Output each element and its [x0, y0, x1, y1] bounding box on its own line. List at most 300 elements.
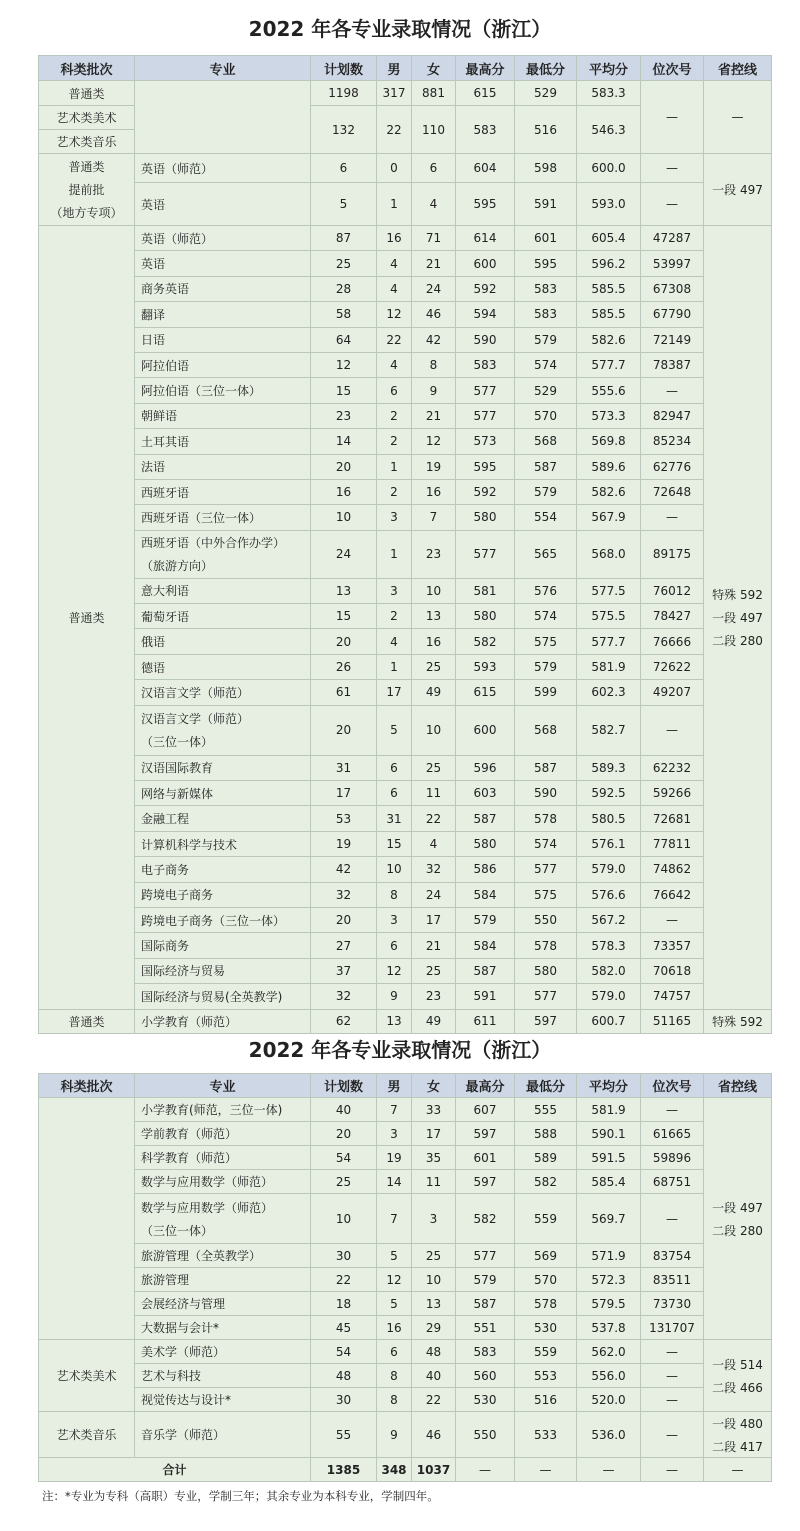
cell: 46 [412, 1412, 456, 1458]
cell: 9 [412, 378, 456, 403]
cell: 62 [311, 1009, 377, 1033]
cell: 3 [377, 505, 412, 530]
cell: 597 [515, 1009, 577, 1033]
cell: 597 [456, 1170, 515, 1194]
cell: 16 [412, 629, 456, 654]
cell: 587 [515, 454, 577, 479]
cell: 586 [456, 857, 515, 882]
cell: 10 [412, 578, 456, 603]
table-row [39, 907, 772, 932]
cell: 562.0 [577, 1340, 641, 1364]
major-cell: 商务英语 [135, 276, 311, 301]
cell: 15 [377, 831, 412, 856]
major-cell: 美术学（师范） [135, 1340, 311, 1364]
cell: 54 [311, 1340, 377, 1364]
cell: 537.8 [577, 1316, 641, 1340]
major-cell: 国际经济与贸易 [135, 958, 311, 983]
cell: 25 [412, 654, 456, 679]
cell: 62776 [641, 454, 704, 479]
cell: 317 [377, 81, 412, 106]
cell: 4 [377, 352, 412, 377]
cell: 72622 [641, 654, 704, 679]
major-line: （三位一体） [141, 735, 214, 750]
table-row [39, 1170, 772, 1194]
cell: 590 [515, 781, 577, 806]
cell: 578 [515, 933, 577, 958]
cell: 577 [456, 378, 515, 403]
category-cell: 普通类 [39, 81, 135, 106]
column-header: 省控线 [704, 56, 772, 81]
cell: 615 [456, 680, 515, 705]
cell: 13 [311, 578, 377, 603]
cell: 3 [412, 1194, 456, 1244]
cell: 78387 [641, 352, 704, 377]
cell: 83511 [641, 1268, 704, 1292]
cell: 12 [377, 302, 412, 327]
cell: 600.0 [577, 154, 641, 183]
table-row [39, 755, 772, 780]
control-line: 二段 417 [712, 1439, 763, 1454]
cell: 4 [377, 276, 412, 301]
cell: 21 [412, 933, 456, 958]
cell: 579.5 [577, 1292, 641, 1316]
cell: 24 [412, 882, 456, 907]
total-cell: 348 [377, 1458, 412, 1482]
cell: 4 [377, 251, 412, 276]
major-cell: 阿拉伯语 [135, 352, 311, 377]
cell: 29 [412, 1316, 456, 1340]
category-line: 提前批 [68, 183, 105, 197]
table-row [39, 1122, 772, 1146]
cell: 574 [515, 352, 577, 377]
major-cell: 旅游管理 [135, 1268, 311, 1292]
major-cell: 电子商务 [135, 857, 311, 882]
cell: 568 [515, 429, 577, 454]
cell: 16 [311, 479, 377, 504]
control-line: 一段 514 [712, 1357, 763, 1372]
cell: 23 [412, 984, 456, 1009]
header-row [39, 56, 772, 81]
cell: 598 [515, 154, 577, 183]
column-header: 最高分 [456, 56, 515, 81]
category-line: 普通类 [68, 160, 105, 174]
major-cell: 阿拉伯语（三位一体） [135, 378, 311, 403]
control-line-cell [704, 1340, 772, 1412]
cell: 583.3 [577, 81, 641, 106]
cell: 576 [515, 578, 577, 603]
table-row [39, 831, 772, 856]
cell: 599 [515, 680, 577, 705]
cell: 10 [412, 1268, 456, 1292]
category-cell: 普通类 [39, 1009, 135, 1033]
cell: 6 [377, 1340, 412, 1364]
cell: 592 [456, 479, 515, 504]
cell: 577 [456, 1244, 515, 1268]
table-row [39, 1316, 772, 1340]
cell: 577.5 [577, 578, 641, 603]
column-header: 科类批次 [39, 56, 135, 81]
cell: 592.5 [577, 781, 641, 806]
cell: 10 [311, 505, 377, 530]
cell: 46 [412, 302, 456, 327]
cell: 22 [311, 1268, 377, 1292]
cell: 14 [311, 429, 377, 454]
major-cell: 视觉传达与设计* [135, 1388, 311, 1412]
cell: 8 [412, 352, 456, 377]
cell: — [641, 378, 704, 403]
category-line: （地方专项） [50, 206, 123, 220]
rank-cell: — [641, 81, 704, 154]
cell: 578.3 [577, 933, 641, 958]
major-cell: 土耳其语 [135, 429, 311, 454]
table-row [39, 302, 772, 327]
table-row [39, 629, 772, 654]
cell: 615 [456, 81, 515, 106]
cell: 24 [311, 530, 377, 578]
cell: 4 [412, 831, 456, 856]
cell: 596 [456, 755, 515, 780]
column-header: 计划数 [311, 56, 377, 81]
cell: 584 [456, 933, 515, 958]
cell: 23 [311, 403, 377, 428]
cell: 567.2 [577, 907, 641, 932]
cell: 551 [456, 1316, 515, 1340]
major-line: 数学与应用数学（师范） [141, 1200, 274, 1215]
cell: 601 [456, 1146, 515, 1170]
control-line-cell: 特殊 592 [704, 1009, 772, 1033]
cell: 553 [515, 1364, 577, 1388]
cell: 595 [515, 251, 577, 276]
cell: 25 [311, 251, 377, 276]
cell: 560 [456, 1364, 515, 1388]
admission-table-1 [38, 55, 772, 1034]
cell: 54 [311, 1146, 377, 1170]
cell: 587 [456, 1292, 515, 1316]
cell: 585.4 [577, 1170, 641, 1194]
table-row [39, 1244, 772, 1268]
total-cell: — [515, 1458, 577, 1482]
cell: 587 [515, 755, 577, 780]
cell: 1 [377, 530, 412, 578]
table-row [39, 276, 772, 301]
cell: 12 [311, 352, 377, 377]
cell: 605.4 [577, 226, 641, 251]
header-row [39, 1074, 772, 1098]
cell: — [641, 1340, 704, 1364]
cell: 8 [377, 1388, 412, 1412]
table-row [39, 327, 772, 352]
cell: 6 [377, 933, 412, 958]
control-line: 二段 280 [712, 1223, 763, 1238]
cell: 73730 [641, 1292, 704, 1316]
table-row [39, 958, 772, 983]
cell: 7 [377, 1098, 412, 1122]
cell: 17 [412, 907, 456, 932]
cell: 9 [377, 1412, 412, 1458]
cell: — [641, 1388, 704, 1412]
major-cell [135, 530, 311, 578]
cell: 556.0 [577, 1364, 641, 1388]
cell: 577 [456, 403, 515, 428]
column-header: 最低分 [515, 1074, 577, 1098]
cell: — [641, 505, 704, 530]
cell: 1 [377, 454, 412, 479]
cell: 3 [377, 1122, 412, 1146]
cell: 1198 [311, 81, 377, 106]
cell: 550 [515, 907, 577, 932]
cell: 72149 [641, 327, 704, 352]
cell: 520.0 [577, 1388, 641, 1412]
major-cell: 西班牙语（三位一体） [135, 505, 311, 530]
cell: 583 [456, 1340, 515, 1364]
table-row [39, 251, 772, 276]
cell: 40 [311, 1098, 377, 1122]
cell: 31 [311, 755, 377, 780]
table-1-title: 2022 年各专业录取情况（浙江） [248, 17, 552, 41]
table-row [39, 1098, 772, 1122]
control-line-cell: — [704, 81, 772, 154]
major-cell: 汉语言文学（师范） [135, 680, 311, 705]
cell: 583 [456, 352, 515, 377]
cell: 529 [515, 378, 577, 403]
cell: 77811 [641, 831, 704, 856]
cell: 576.6 [577, 882, 641, 907]
control-line-cell [704, 1098, 772, 1340]
table-row [39, 454, 772, 479]
cell: 21 [412, 403, 456, 428]
cell: 85234 [641, 429, 704, 454]
table-row [39, 806, 772, 831]
cell: 569 [515, 1244, 577, 1268]
cell: — [641, 1364, 704, 1388]
cell: 17 [311, 781, 377, 806]
admission-table-2 [38, 1073, 772, 1482]
column-header: 省控线 [704, 1074, 772, 1098]
cell: 9 [377, 984, 412, 1009]
cell: — [641, 183, 704, 226]
cell: 585.5 [577, 276, 641, 301]
cell: 575.5 [577, 604, 641, 629]
cell: 32 [412, 857, 456, 882]
cell: 6 [377, 755, 412, 780]
cell: 13 [377, 1009, 412, 1033]
category-cell: 艺术类美术 [39, 106, 135, 130]
cell: 529 [515, 81, 577, 106]
cell: 22 [377, 327, 412, 352]
cell: 67308 [641, 276, 704, 301]
category-cell: 艺术类美术 [39, 1340, 135, 1412]
cell: 19 [311, 831, 377, 856]
cell: 555.6 [577, 378, 641, 403]
cell: 16 [377, 226, 412, 251]
major-cell: 大数据与会计* [135, 1316, 311, 1340]
cell: 68751 [641, 1170, 704, 1194]
cell: 74862 [641, 857, 704, 882]
cell: 73357 [641, 933, 704, 958]
table-row [39, 1146, 772, 1170]
column-header: 科类批次 [39, 1074, 135, 1098]
cell: 76666 [641, 629, 704, 654]
control-line: 二段 280 [712, 633, 763, 648]
cell: 20 [311, 629, 377, 654]
cell: 59896 [641, 1146, 704, 1170]
cell: 30 [311, 1244, 377, 1268]
cell: 15 [311, 378, 377, 403]
cell: 110 [412, 106, 456, 154]
cell: 579 [456, 1268, 515, 1292]
cell: 25 [412, 755, 456, 780]
cell: 590 [456, 327, 515, 352]
cell: 611 [456, 1009, 515, 1033]
cell: 10 [311, 1194, 377, 1244]
cell: 20 [311, 705, 377, 755]
major-cell: 德语 [135, 654, 311, 679]
cell: 589.3 [577, 755, 641, 780]
cell: 587 [456, 958, 515, 983]
cell: 571.9 [577, 1244, 641, 1268]
cell: 579 [456, 907, 515, 932]
cell: 577 [515, 857, 577, 882]
cell: 20 [311, 1122, 377, 1146]
cell: 76642 [641, 882, 704, 907]
cell: 579 [515, 327, 577, 352]
cell: 37 [311, 958, 377, 983]
cell: 580 [456, 604, 515, 629]
major-cell: 科学教育（师范） [135, 1146, 311, 1170]
cell: 582 [515, 1170, 577, 1194]
control-line: 一段 497 [712, 1200, 763, 1215]
column-header: 最低分 [515, 56, 577, 81]
column-header: 专业 [135, 56, 311, 81]
cell: 82947 [641, 403, 704, 428]
cell: 567.9 [577, 505, 641, 530]
cell: 25 [412, 958, 456, 983]
cell: 33 [412, 1098, 456, 1122]
cell: 582.6 [577, 327, 641, 352]
table-row [39, 1364, 772, 1388]
category-cell [39, 154, 135, 226]
cell: 603 [456, 781, 515, 806]
cell: 579.0 [577, 984, 641, 1009]
major-line: （三位一体） [141, 1223, 214, 1238]
cell: 3 [377, 907, 412, 932]
cell: 577.7 [577, 629, 641, 654]
cell: 579.0 [577, 857, 641, 882]
major-cell: 网络与新媒体 [135, 781, 311, 806]
cell: 530 [456, 1388, 515, 1412]
cell: 1 [377, 183, 412, 226]
major-cell: 跨境电子商务 [135, 882, 311, 907]
cell: 595 [456, 183, 515, 226]
cell: 516 [515, 106, 577, 154]
cell: 131707 [641, 1316, 704, 1340]
cell: 581.9 [577, 654, 641, 679]
table-row [39, 857, 772, 882]
cell: 600 [456, 705, 515, 755]
cell: 581 [456, 578, 515, 603]
cell: 5 [377, 1292, 412, 1316]
column-header: 平均分 [577, 56, 641, 81]
table-row [39, 352, 772, 377]
cell: 61665 [641, 1122, 704, 1146]
major-cell: 日语 [135, 327, 311, 352]
table-row [39, 505, 772, 530]
cell: 51165 [641, 1009, 704, 1033]
cell: 49207 [641, 680, 704, 705]
major-cell: 旅游管理（全英教学） [135, 1244, 311, 1268]
major-cell: 会展经济与管理 [135, 1292, 311, 1316]
table-row [39, 1268, 772, 1292]
major-cell: 艺术与科技 [135, 1364, 311, 1388]
cell: 594 [456, 302, 515, 327]
cell: 55 [311, 1412, 377, 1458]
cell: 12 [377, 958, 412, 983]
column-header: 女 [412, 1074, 456, 1098]
cell: 576.1 [577, 831, 641, 856]
cell: 10 [412, 705, 456, 755]
cell: 578 [515, 1292, 577, 1316]
column-header: 平均分 [577, 1074, 641, 1098]
cell: 569.7 [577, 1194, 641, 1244]
cell: 16 [377, 1316, 412, 1340]
cell: 579 [515, 654, 577, 679]
cell: 21 [412, 251, 456, 276]
cell: 49 [412, 680, 456, 705]
cell: 6 [377, 781, 412, 806]
cell: 28 [311, 276, 377, 301]
category-cell: 普通类 [39, 226, 135, 1010]
category-cell: 艺术类音乐 [39, 1412, 135, 1458]
cell: 5 [377, 705, 412, 755]
cell: — [641, 705, 704, 755]
major-line: （旅游方向） [141, 559, 214, 574]
cell: 71 [412, 226, 456, 251]
cell: 1 [377, 654, 412, 679]
cell: 31 [377, 806, 412, 831]
total-cell: 1385 [311, 1458, 377, 1482]
cell: 48 [412, 1340, 456, 1364]
cell: 570 [515, 403, 577, 428]
control-line-cell [704, 1412, 772, 1458]
cell: 6 [377, 378, 412, 403]
cell: 583 [456, 106, 515, 154]
major-cell: 国际商务 [135, 933, 311, 958]
table-row [39, 654, 772, 679]
cell: 59266 [641, 781, 704, 806]
cell: 53 [311, 806, 377, 831]
cell: 550 [456, 1412, 515, 1458]
major-cell: 音乐学（师范） [135, 1412, 311, 1458]
major-cell: 英语 [135, 183, 311, 226]
cell: 72681 [641, 806, 704, 831]
cell: 74757 [641, 984, 704, 1009]
cell: 23 [412, 530, 456, 578]
cell: 12 [377, 1268, 412, 1292]
cell: 13 [412, 1292, 456, 1316]
major-cell: 学前教育（师范） [135, 1122, 311, 1146]
cell: 70618 [641, 958, 704, 983]
footnote: 注：*专业为专科（高职）专业，学制三年；其余专业为本科专业，学制四年。 [42, 1489, 439, 1503]
cell: 6 [412, 154, 456, 183]
cell: 593 [456, 654, 515, 679]
table-row [39, 1340, 772, 1364]
major-cell: 金融工程 [135, 806, 311, 831]
cell: 546.3 [577, 106, 641, 154]
cell: 572.3 [577, 1268, 641, 1292]
table-row [39, 378, 772, 403]
cell: 25 [311, 1170, 377, 1194]
cell: 559 [515, 1340, 577, 1364]
